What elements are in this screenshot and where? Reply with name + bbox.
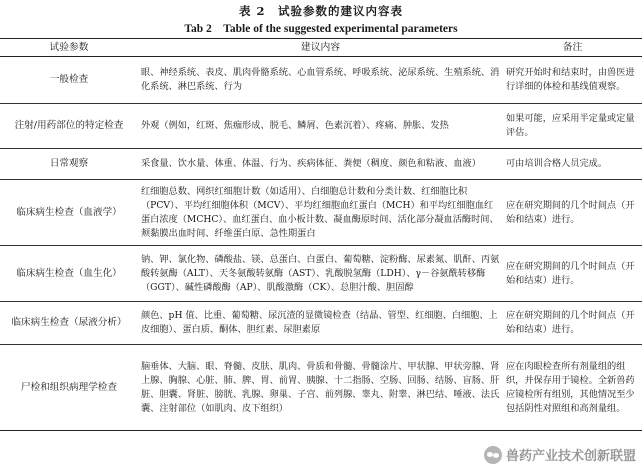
row-param: 临床病生检查（血生化） — [16, 267, 122, 279]
watermark — [484, 445, 636, 464]
row-param: 日常观察 — [49, 158, 89, 169]
table-row — [0, 149, 642, 180]
header-param: 试验参数 — [49, 41, 89, 53]
row-content: 眼、神经系统、表皮、肌肉骨骼系统、心血管系统、呼吸系统、泌尿系统、生殖系统、消化系统、淋巴系统、行为 — [141, 67, 500, 92]
table-row — [0, 302, 642, 345]
row-remark: 研究开始时和结束时，由兽医进行详细的体检和基线值观察。 — [506, 67, 635, 92]
row-param: 尸检和组织病理学检查 — [21, 381, 117, 393]
row-content: 脑垂体、大脑、眼、脊髓、皮肤、肌肉、骨质和骨髓、骨髓涂片、甲状腺、甲状旁腺、肾上腺、胸腺、心脏、肺、脾、胃、前胃、胰腺、十二指肠、空肠、回肠、结肠、盲肠、肝脏、胆囊、肾脏、膀胱、乳腺、卵巢、子宫、前列腺、睾丸、附睾、淋巴结、唾液、法氏囊、注射部位（如肌肉、皮下组织） — [141, 360, 500, 414]
table-row — [0, 180, 642, 246]
table-caption-en: Tab 2 Table of the suggested experimental parameters — [184, 23, 458, 35]
watermark-text: 兽药产业技术创新联盟 — [505, 449, 636, 464]
row-param: 临床病生检查（尿液分析） — [11, 317, 127, 328]
header-remark: 备注 — [562, 41, 583, 53]
row-content: 钠、钾、氯化物、磷酸盐、镁、总蛋白、白蛋白、葡萄糖、淀粉酶、尿素氮、肌酐、丙氨酸转氨酶（ALT）、天冬氨酸转氨酶（AST）、乳酸脱氢酶（LDH）、γ－谷氨酰转移酶（GGT）、碱性磷酸酶（AP）、肌酸激酶（CK）、总胆汁酸、胆固醇 — [141, 253, 500, 293]
table-row — [0, 345, 642, 431]
row-param: 注射/用药部位的特定检查 — [14, 120, 124, 131]
header-content: 建议内容 — [300, 41, 341, 53]
row-content: 采食量、饮水量、体重、体温、行为、疾病体征、粪便（稠度、颜色和粘液、血液） — [141, 158, 481, 169]
table-caption-cn: 表 2 试验参数的建议内容表 — [238, 4, 403, 18]
row-content: 外观（例如，红斑、焦痂形成、脱毛、鳞屑、色素沉着）、疼痛、肿胀、发热 — [141, 120, 449, 131]
table-row — [0, 57, 642, 104]
row-param: 一般检查 — [49, 74, 89, 85]
table-row — [0, 246, 642, 302]
row-remark: 应在研究期间的几个时间点（开始和结束）进行。 — [506, 310, 635, 335]
parameters-table — [0, 38, 642, 431]
row-remark: 如果可能，应采用半定量或定量评估。 — [506, 113, 635, 138]
row-remark: 应在肉眼检查所有剂量组的组织，并保存用于镜检。全新兽药应镜检所有组别，其他情况至少包括阴性对照组和高剂量组。 — [506, 360, 635, 414]
row-content: 颜色、pH 值、比重、葡萄糖、尿沉渣的显微镜检查（结晶、管型、红细胞、白细胞、上皮细胞）、蛋白质、酮体、胆红素、尿胆素原 — [141, 310, 498, 335]
row-remark: 应在研究期间的几个时间点（开始和结束）进行。 — [506, 199, 635, 225]
row-remark: 可由培训合格人员完成。 — [506, 158, 608, 169]
table-row — [0, 104, 642, 149]
wechat-icon — [484, 446, 502, 464]
row-param: 临床病生检查（血液学） — [16, 206, 122, 218]
row-content: 红细胞总数、网织红细胞计数（如适用）、白细胞总计数和分类计数、红细胞比积（PCV）、平均红细胞体积（MCV）、平均红细胞血红蛋白（MCH）和平均红细胞血红蛋白浓度（MCHC）、血红蛋白、血小板计数、凝血酶原时间、活化部分凝血活酶时间、颊黏膜出血时间、纤维蛋白原、急性期蛋白 — [141, 185, 499, 239]
table-header-row — [0, 39, 642, 57]
row-remark: 应在研究期间的几个时间点（开始和结束）进行。 — [506, 260, 635, 286]
